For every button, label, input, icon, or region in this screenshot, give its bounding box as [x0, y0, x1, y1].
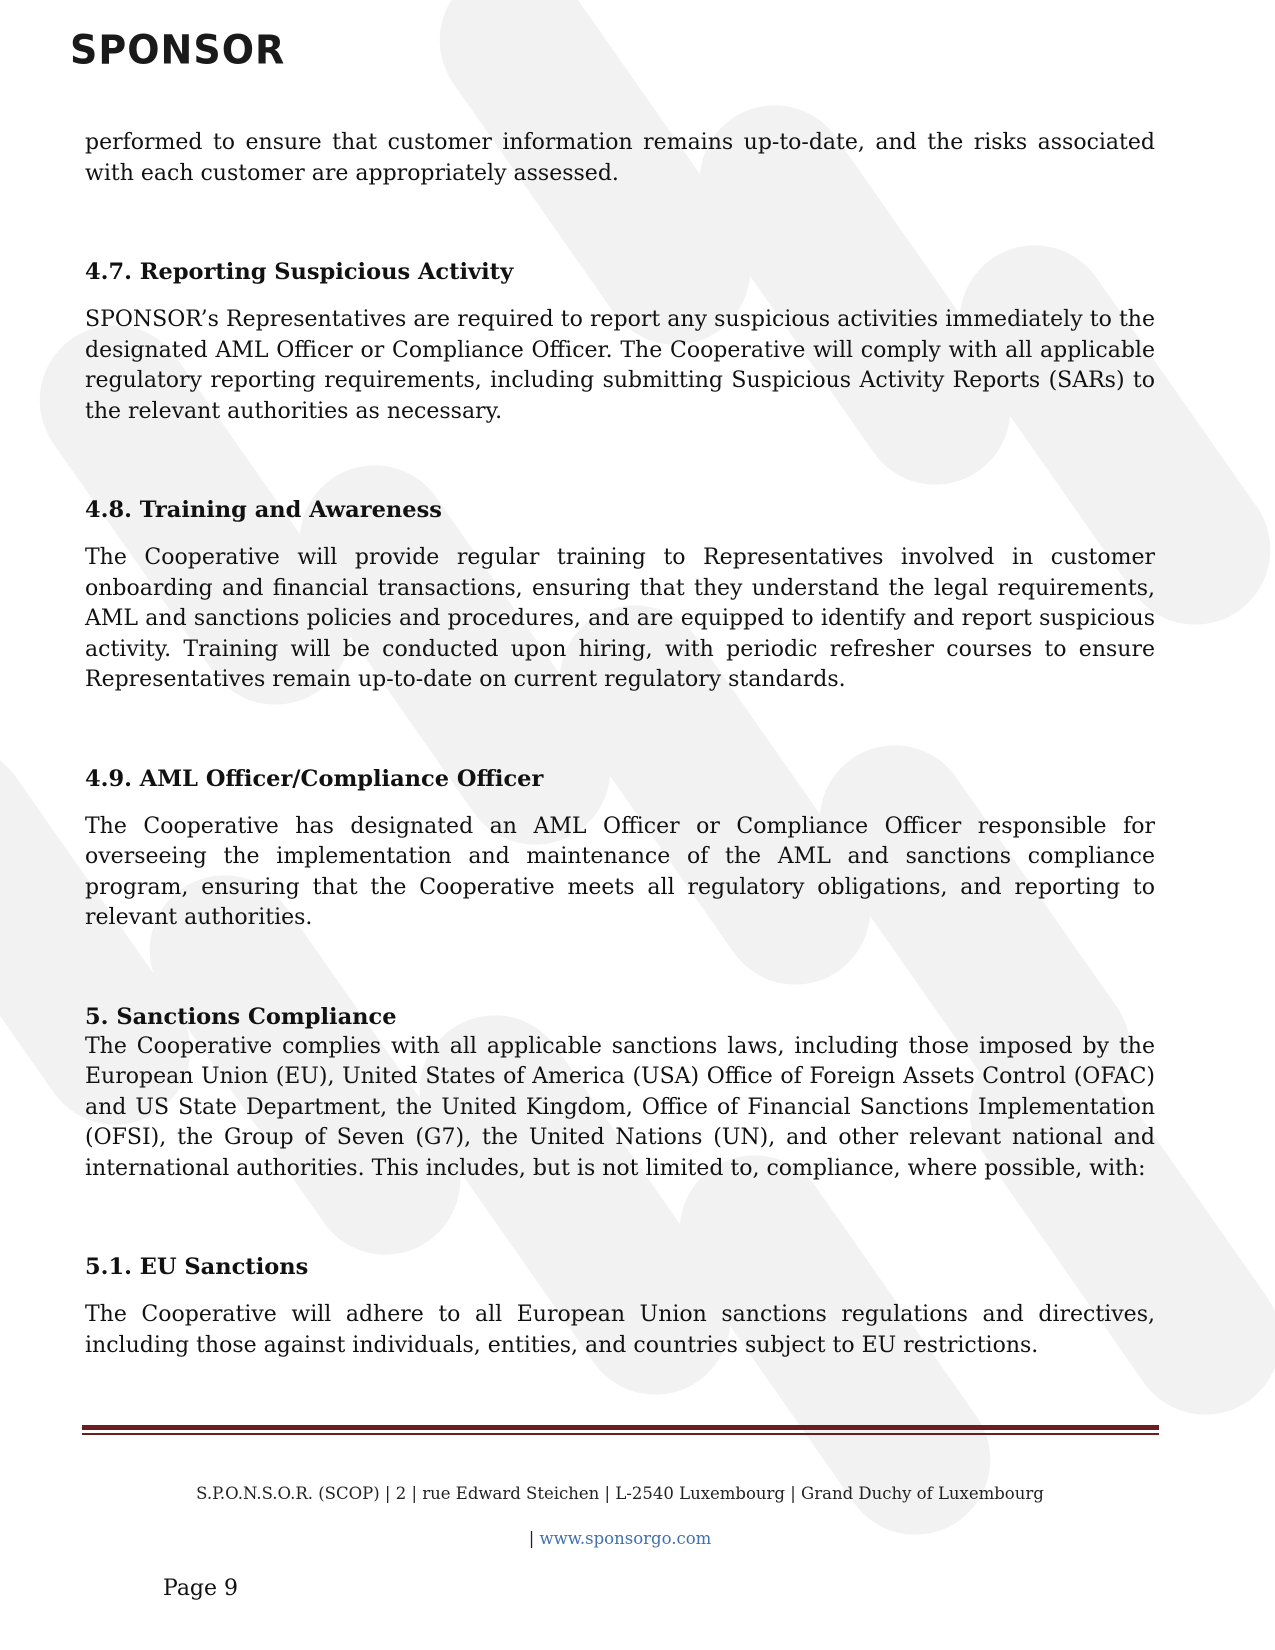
- section-5-1-heading: 5.1. EU Sanctions: [85, 1254, 309, 1280]
- footer-rule-thick: [82, 1425, 1159, 1430]
- document-body: [85, 128, 1155, 1361]
- section-4-8-heading: 4.8. Training and Awareness: [85, 497, 442, 523]
- website-link[interactable]: www.sponsorgo.com: [539, 1529, 712, 1548]
- section-4-9-paragraph: The Cooperative has designated an AML Officer or Compliance Officer responsible for overseeing the implementation and maintenance of the AML and sanctions compliance program, ensuring that the Cooperative meets all regulatory obligations, and reporting to relevant authorities.: [85, 813, 1155, 930]
- sponsor-logo: SPONSOR: [70, 26, 286, 74]
- intro-paragraph: performed to ensure that customer information remains up-to-date, and the risks associated with each customer are appropriately assessed.: [85, 130, 1155, 186]
- section-5-heading: 5. Sanctions Compliance: [85, 1003, 397, 1030]
- section-5-1-paragraph: The Cooperative will adhere to all European Union sanctions regulations and directives, including those against individuals, entities, and countries subject to EU restrictions.: [85, 1302, 1155, 1358]
- section-4-7-heading: 4.7. Reporting Suspicious Activity: [85, 259, 514, 285]
- section-4-7-paragraph: SPONSOR’s Representatives are required to report any suspicious activities immediately to the designated AML Officer or Compliance Officer. The Cooperative will comply with all applicable regulatory reporting requirements, including submitting Suspicious Activity Reports (SARs) to the relevant authorities as necessary.: [85, 307, 1155, 424]
- footer-website-line: [0, 1529, 1240, 1548]
- page-number: Page 9: [163, 1576, 239, 1601]
- footer-address: S.P.O.N.S.O.R. (SCOP) | 2 | rue Edward Steichen | L-2540 Luxembourg | Grand Duchy of Luxembourg: [196, 1484, 1044, 1503]
- section-4-9-heading: 4.9. AML Officer/Compliance Officer: [85, 765, 544, 792]
- section-5-paragraph: The Cooperative complies with all applicable sanctions laws, including those imposed by the European Union (EU), United States of America (USA) Office of Foreign Assets Control (OFAC) and US State Department, the United Kingdom, Office of Financial Sanctions Implementation (OFSI), the Group of Seven (G7), the United Nations (UN), and other relevant national and international authorities. This includes, but is not limited to, compliance, where possible, with:: [85, 1033, 1155, 1181]
- footer-rule-thin: [82, 1433, 1159, 1435]
- footer-separator: |: [528, 1529, 540, 1548]
- section-4-8-paragraph: The Cooperative will provide regular training to Representatives involved in customer onboarding and financial transactions, ensuring that they understand the legal requirements, AML and sanctions policies and procedures, and are equipped to identify and report suspicious activity. Training will be conducted upon hiring, with periodic refresher courses to ensure Representatives remain up-to-date on current regulatory standards.: [85, 545, 1155, 692]
